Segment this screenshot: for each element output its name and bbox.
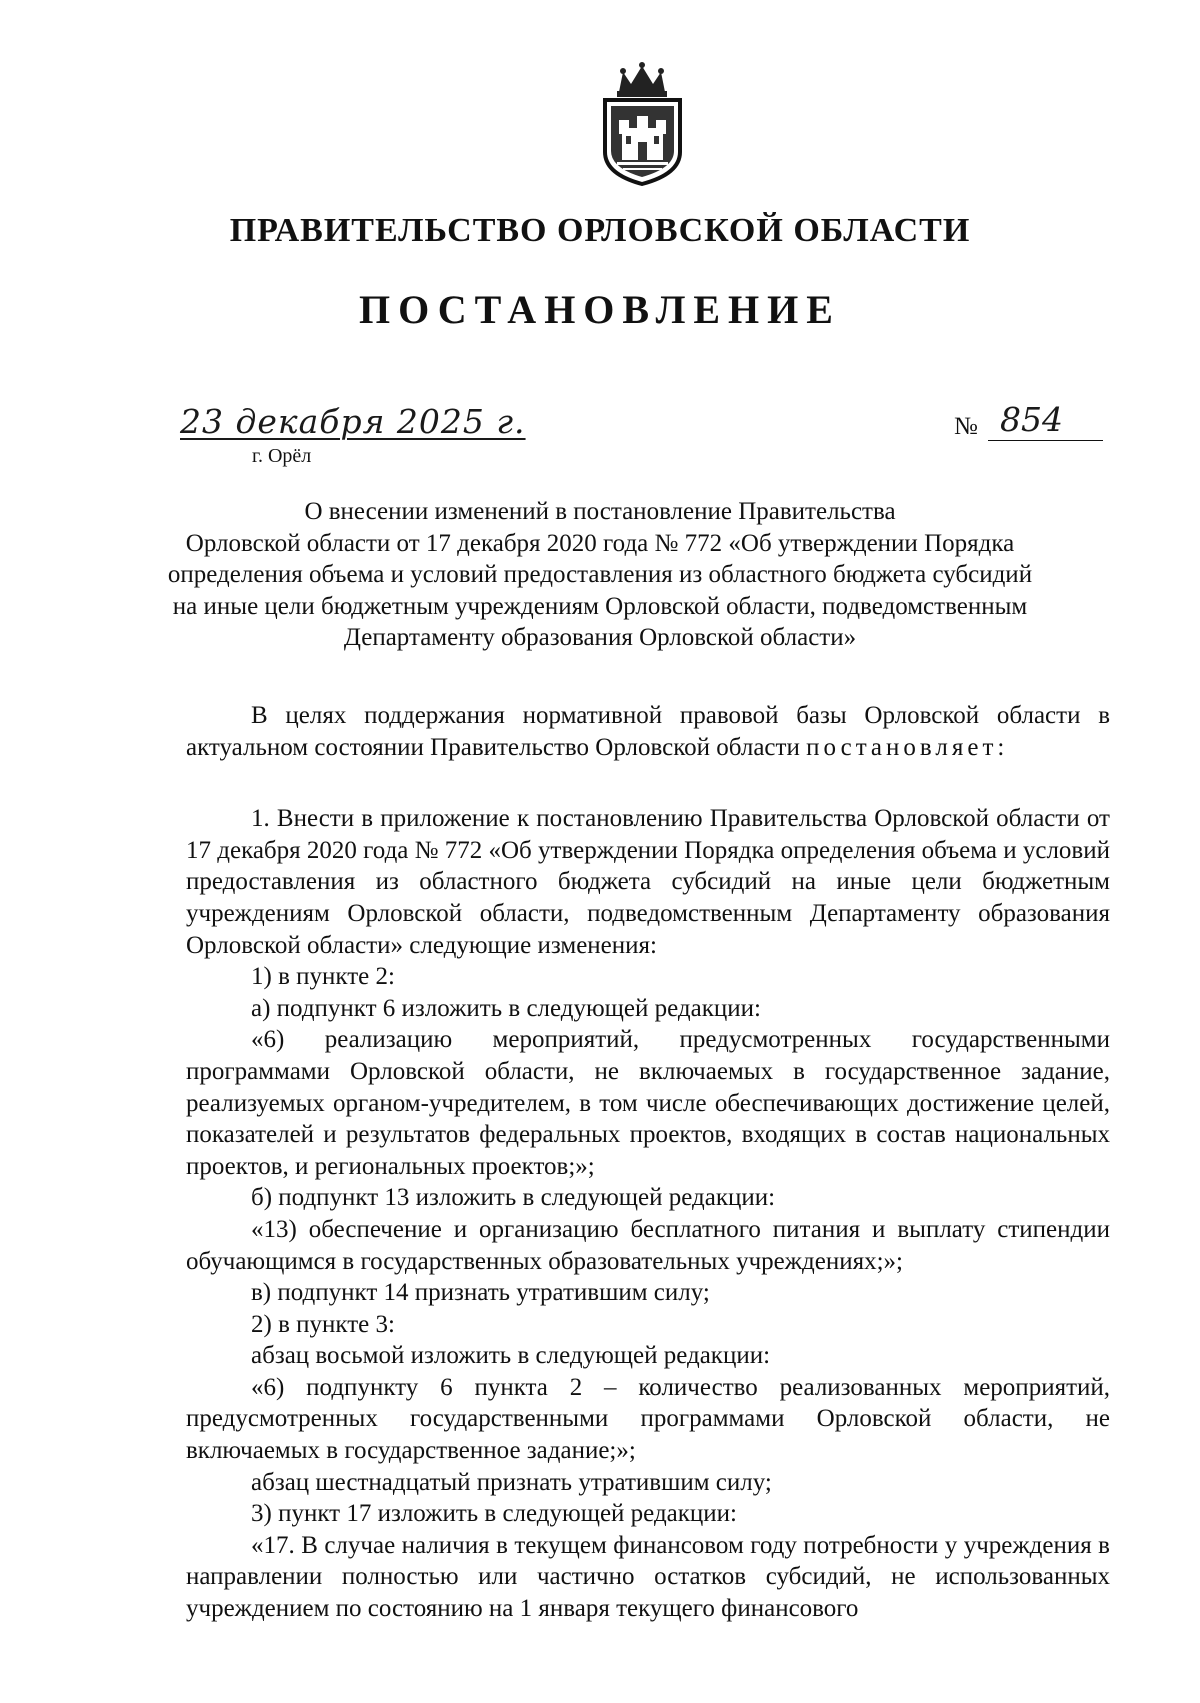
number-label: № — [954, 413, 978, 440]
body-paragraph: «6) подпункту 6 пункта 2 – количество реализованных мероприятий, предусмотренных государственными программами Орловской области, не включаемых в государственное задание;»; — [186, 1373, 1110, 1465]
preamble-paragraph — [186, 700, 1110, 763]
subject-line: определения объема и условий предоставления из областного бюджета субсидий — [167, 561, 1033, 588]
document-body — [186, 700, 1110, 1625]
body-paragraph: 2) в пункте 3: — [251, 1310, 395, 1338]
body-paragraph: «13) обеспечение и организацию бесплатного питания и выплату стипендии обучающимся в государственных образовательных учреждениях;»; — [186, 1215, 1110, 1275]
body-paragraph: 1. Внести в приложение к постановлению Правительства Орловской области от 17 декабря 2020 года № 772 «Об утверждении Порядка определения объема и условий предоставления из областного бюджета субсидий на иные цели бюджетным учреждениям Орловской области, подведомственным Департаменту образования Орловской области» следующие изменения: — [186, 805, 1110, 959]
preamble-text: В целях поддержания нормативной правовой базы Орловской области в актуальном состоянии Правительство Орловской области — [186, 702, 1110, 761]
body-paragraph: а) подпункт 6 изложить в следующей редакции: — [251, 994, 761, 1022]
body-paragraph: абзац восьмой изложить в следующей редакции: — [251, 1342, 771, 1370]
body-paragraph: б) подпункт 13 изложить в следующей редакции: — [251, 1184, 776, 1212]
document-subject — [150, 496, 1050, 654]
body-paragraph: в) подпункт 14 признать утратившим силу; — [251, 1279, 710, 1307]
handwritten-number: 854 — [1000, 400, 1063, 439]
body-paragraph: «17. В случае наличия в текущем финансовом году потребности у учреждения в направлении полностью или частично остатков субсидий, не использованных учреждением по состоянию на 1 января текущего финансового — [186, 1531, 1110, 1623]
organization-title: ПРАВИТЕЛЬСТВО ОРЛОВСКОЙ ОБЛАСТИ — [229, 212, 971, 249]
subject-line: О внесении изменений в постановление Правительства — [304, 498, 896, 525]
subject-line: Департаменту образования Орловской области» — [343, 624, 857, 651]
body-paragraph: 3) пункт 17 изложить в следующей редакции: — [251, 1500, 737, 1528]
document-type-title: ПОСТАНОВЛЕНИЕ — [359, 287, 841, 332]
number-underline — [988, 440, 1103, 441]
subject-line: на иные цели бюджетным учреждениям Орловской области, подведомственным — [172, 592, 1028, 620]
body-paragraph: 1) в пункте 2: — [251, 963, 395, 991]
subject-line: Орловской области от 17 декабря 2020 года № 772 «Об утверждении Порядка — [185, 529, 1015, 557]
body-paragraph: «6) реализацию мероприятий, предусмотренных государственными программами Орловской области, не включаемых в государственное задание, реализуемых органом-учредителем, в том числе обеспечивающих достижение целей, показателей и результатов федеральных проектов, входящих в состав национальных проектов, и региональных проектов;»; — [186, 1026, 1110, 1180]
body-paragraph: абзац шестнадцатый признать утратившим силу; — [251, 1468, 772, 1496]
coat-of-arms-icon — [597, 62, 688, 186]
handwritten-date: 23 декабря 2025 г. — [180, 402, 526, 441]
city-label: г. Орёл — [252, 445, 312, 467]
decree-word: постановляет: — [806, 733, 1009, 761]
